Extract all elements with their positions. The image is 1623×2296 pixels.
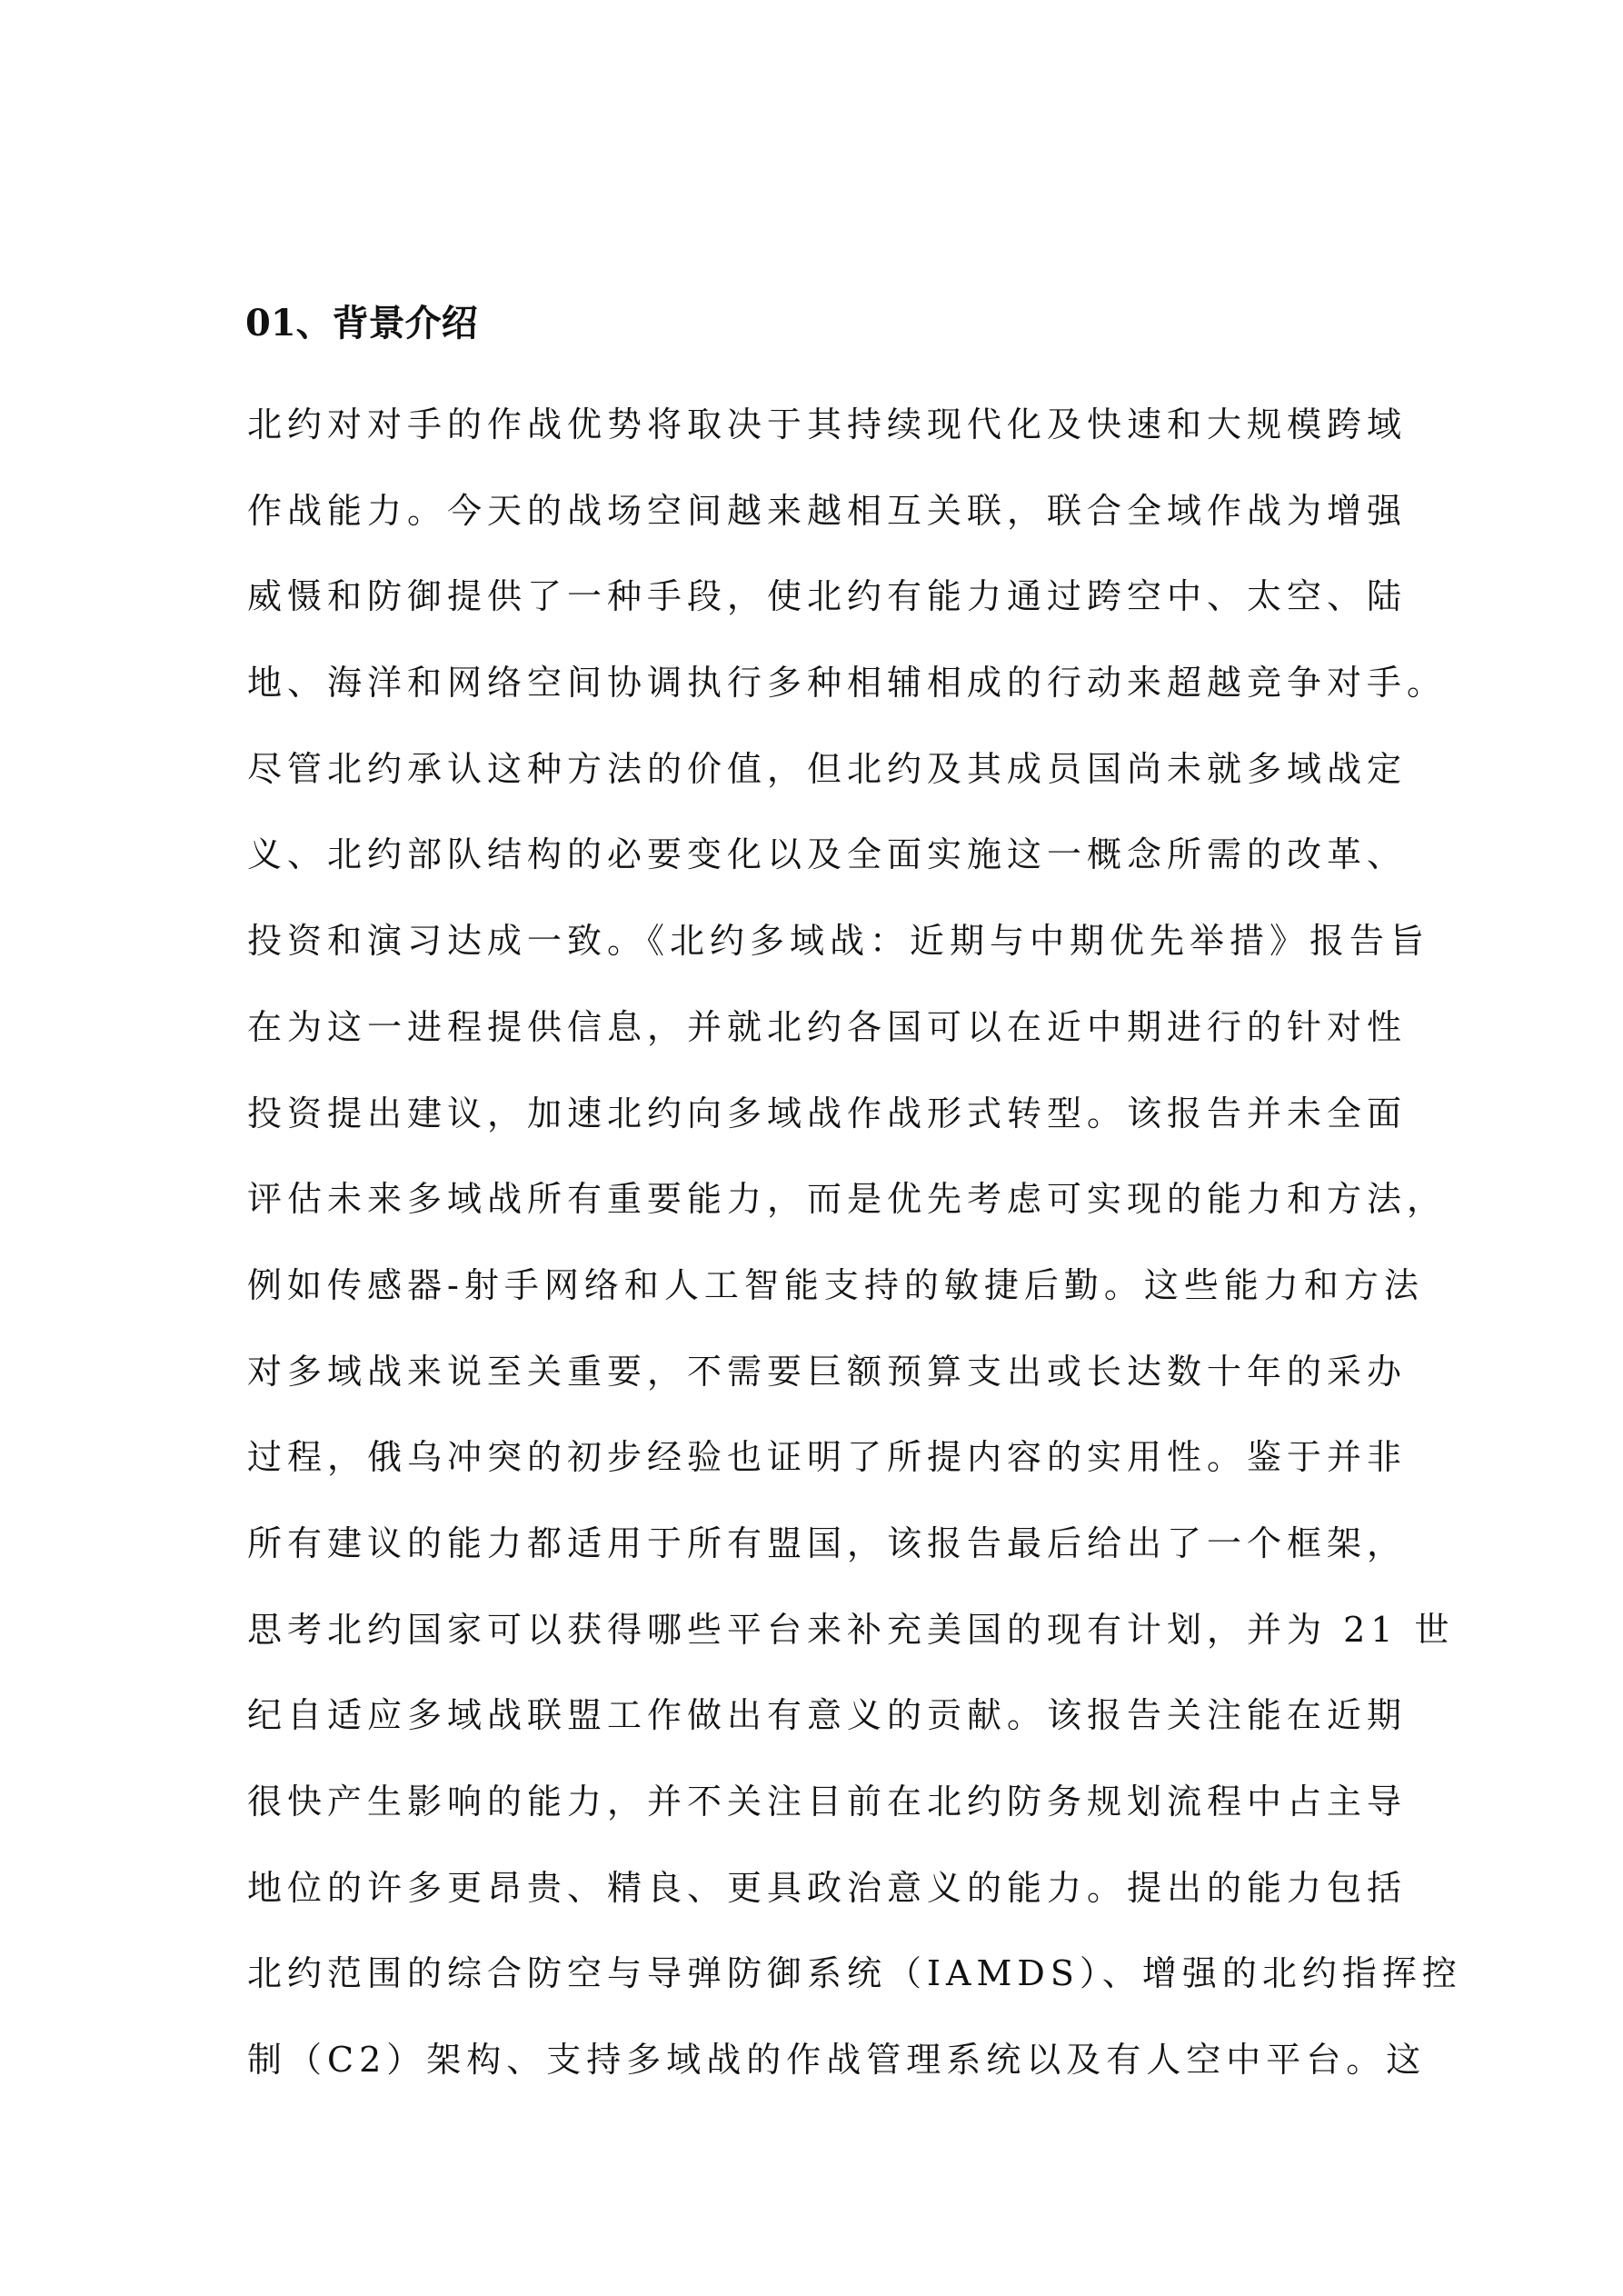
text-line-17: 很快产生影响的能力，并不关注目前在北约防务规划流程中占主导 [247,1782,1408,1822]
text-line-5: 尽管北约承认这种方法的价值，但北约及其成员国尚未就多域战定 [247,748,1408,789]
text-line-13: 过程，俄乌冲突的初步经验也证明了所提内容的实用性。鉴于并非 [247,1437,1408,1478]
text-line-3: 威慑和防御提供了一种手段，使北约有能力通过跨空中、太空、陆 [247,576,1408,617]
text-line-14: 所有建议的能力都适用于所有盟国，该报告最后给出了一个框架， [247,1522,1408,1563]
text-line-12: 对多域战来说至关重要，不需要巨额预算支出或长达数十年的采办 [247,1351,1408,1392]
text-line-2: 作战能力。今天的战场空间越来越相互关联，联合全域作战为增强 [247,490,1408,531]
text-line-8: 在为这一进程提供信息，并就北约各国可以在近中期进行的针对性 [247,1006,1408,1047]
section-heading: 01、背景介绍 [245,302,478,344]
body-text [247,382,1462,2103]
text-line-10: 评估未来多域战所有重要能力，而是优先考虑可实现的能力和方法， [247,1179,1448,1220]
text-line-11: 例如传感器-射手网络和人工智能支持的敏捷后勤。这些能力和方法 [247,1264,1424,1305]
text-line-9: 投资提出建议，加速北约向多域战作战形式转型。该报告并未全面 [247,1093,1408,1133]
text-line-1: 北约对对手的作战优势将取决于其持续现代化及快速和大规模跨域 [247,404,1408,444]
text-line-15: 思考北约国家可以获得哪些平台来补充美国的现有计划，并为 21 世 [247,1609,1455,1650]
text-line-16: 纪自适应多域战联盟工作做出有意义的贡献。该报告关注能在近期 [247,1695,1408,1736]
text-line-18: 地位的许多更昂贵、精良、更具政治意义的能力。提出的能力包括 [247,1867,1408,1908]
text-line-7: 投资和演习达成一致。《北约多域战：近期与中期优先举措》报告旨 [247,921,1430,962]
text-line-4: 地、海洋和网络空间协调执行多种相辅相成的行动来超越竞争对手。 [247,663,1448,704]
text-line-19: 北约范围的综合防空与导弹防御系统（IAMDS）、增强的北约指挥控 [247,1953,1462,1994]
text-line-6: 义、北约部队结构的必要变化以及全面实施这一概念所需的改革、 [247,834,1408,875]
text-line-20: 制（C2）架构、支持多域战的作战管理系统以及有人空中平台。这 [247,2040,1427,2081]
